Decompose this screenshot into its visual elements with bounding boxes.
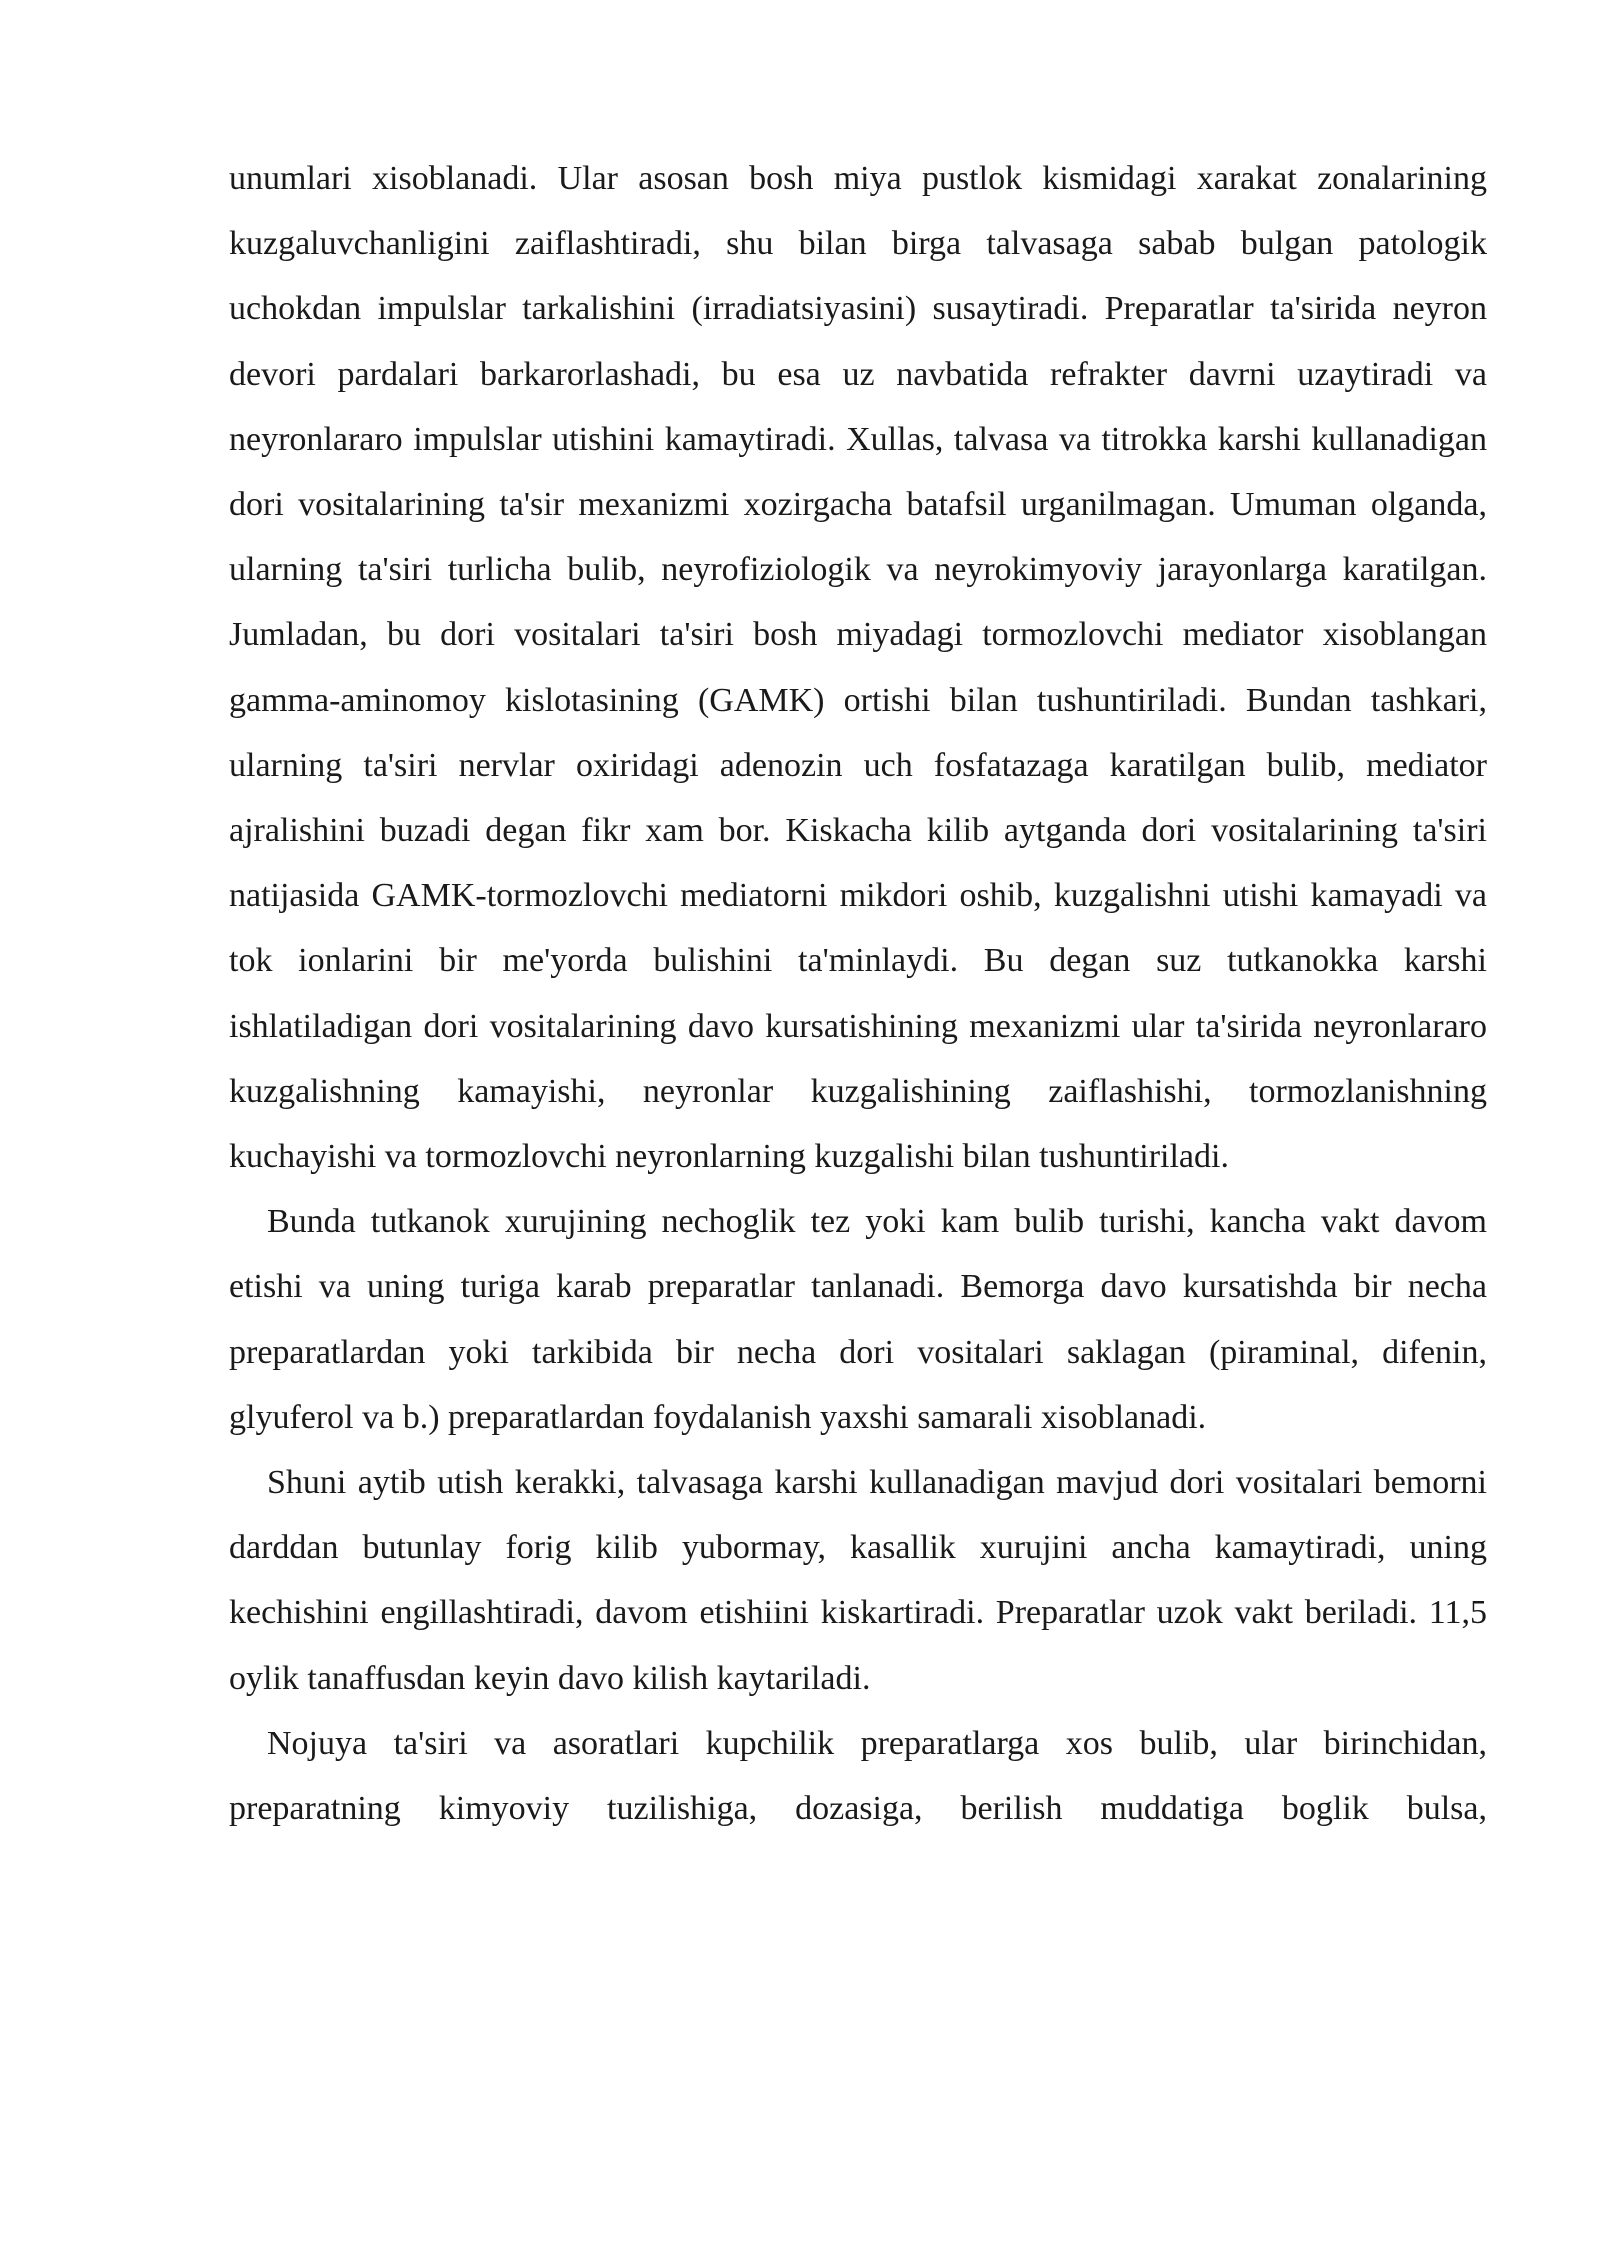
paragraph-2: Bunda tutkanok xurujining nechoglik tez yoki kam bulib turishi, kancha vakt davom etishi va uning turiga karab preparatlar tanlanadi. Bemorga davo kursatishda bir necha preparatlardan yoki tarkibida bir necha dori vositalari saklagan (piraminal, difenin, glyuferol va b.) preparatlardan foydalanish yaxshi samarali xisoblanadi.: [229, 1203, 1487, 1436]
paragraph-3: Shuni aytib utish kerakki, talvasaga karshi kullanadigan mavjud dori vositalari bemorni darddan butunlay forig kilib yubormay, kasallik xurujini ancha kamaytiradi, uning kechishini engillashtiradi, davom etishiini kiskartiradi. Preparatlar uzok vakt beriladi. 11,5 oylik tanaffusdan keyin davo kilish kaytariladi.: [229, 1464, 1487, 1697]
body-text: [229, 146, 1487, 1841]
paragraph-4: Nojuya ta'siri va asoratlari kupchilik preparatlarga xos bulib, ular birinchidan, preparatning kimyoviy tuzilishiga, dozasiga, berilish muddatiga boglik bulsa,: [229, 1724, 1487, 1828]
paragraph-1: unumlari xisoblanadi. Ular asosan bosh miya pustlok kismidagi xarakat zonalarining kuzgaluvchanligini zaiflashtiradi, shu bilan birga talvasaga sabab bulgan patologik uchokdan impulslar tarkalishini (irradiatsiyasini) susaytiradi. Preparatlar ta'sirida neyron devori pardalari barkarorlashadi, bu esa uz navbatida refrakter davrni uzaytiradi va neyronlararo impulslar utishini kamaytiradi. Xullas, talvasa va titrokka karshi kullanadigan dori vositalarining ta'sir mexanizmi xozirgacha batafsil urganilmagan. Umuman olganda, ularning ta'siri turlicha bulib, neyrofiziologik va neyrokimyoviy jarayonlarga karatilgan. Jumladan, bu dori vositalari ta'siri bosh miyadagi tormozlovchi mediator xisoblangan gamma-aminomoy kislotasining (GAMK) ortishi bilan tushuntiriladi. Bundan tashkari, ularning ta'siri nervlar oxiridagi adenozin uch fosfatazaga karatilgan bulib, mediator ajralishini buzadi degan fikr xam bor. Kiskacha kilib aytganda dori vositalarining ta'siri natijasida GAMK-tormozlovchi mediatorni mikdori oshib, kuzgalishni utishi kamayadi va tok ionlarini bir me'yorda bulishini ta'minlaydi. Bu degan suz tutkanokka karshi ishlatiladigan dori vositalarining davo kursatishining mexanizmi ular ta'sirida neyronlararo kuzgalishning kamayishi, neyronlar kuzgalishining zaiflashishi, tormozlanishning kuchayishi va tormozlovchi neyronlarning kuzgalishi bilan tushuntiriladi.: [229, 160, 1487, 1176]
